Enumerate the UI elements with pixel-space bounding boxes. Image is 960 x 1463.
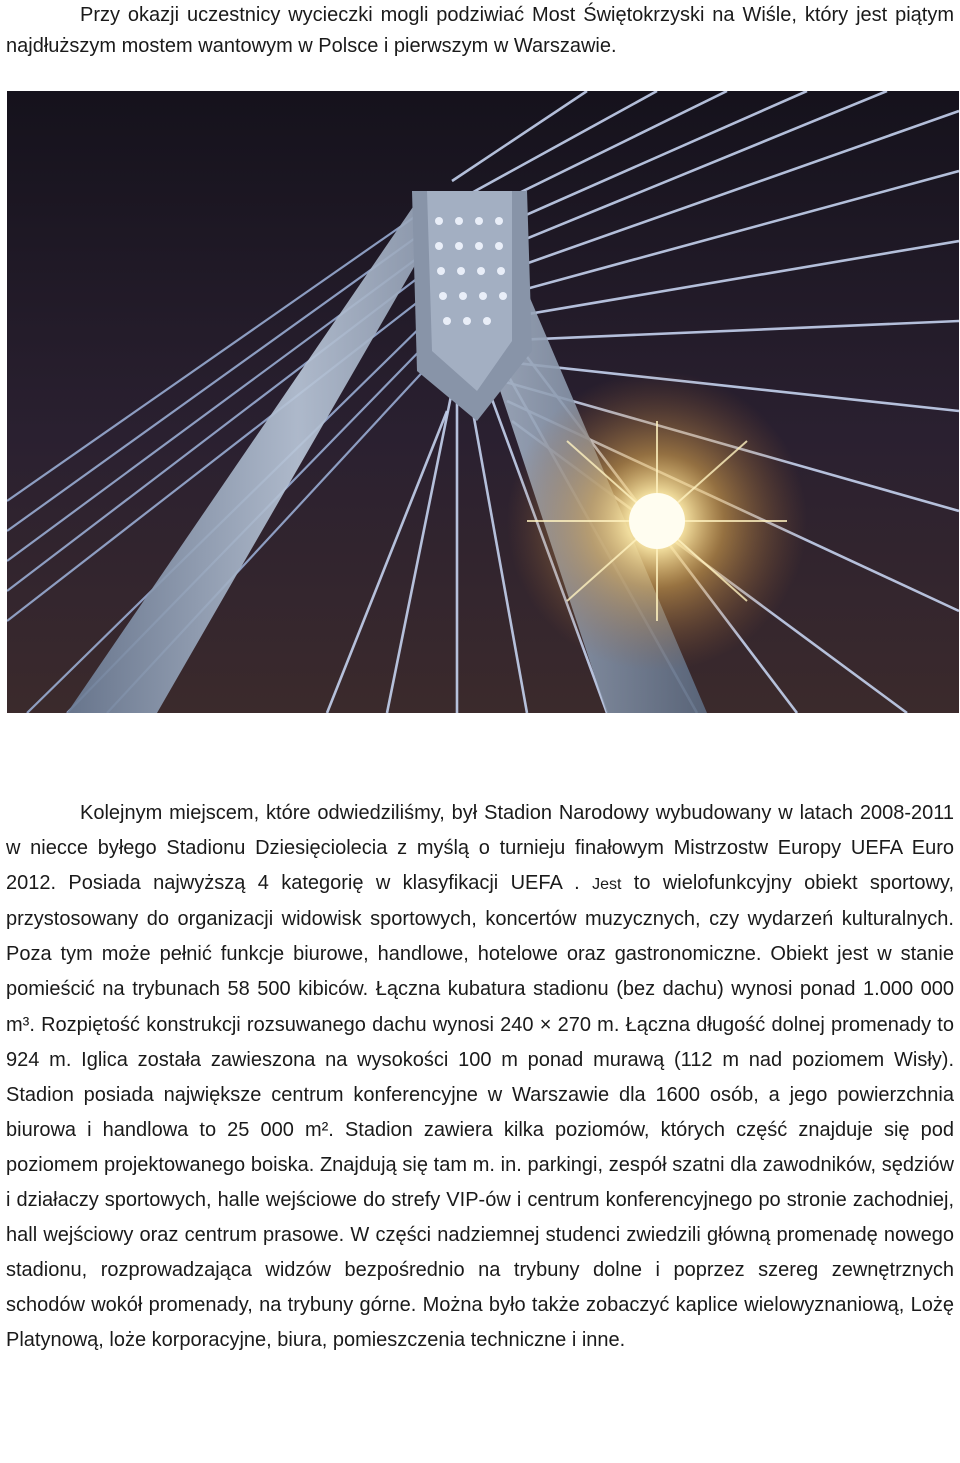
bridge-pylon-night-photo — [7, 91, 959, 713]
intro-paragraph — [6, 0, 954, 62]
intro-text: Przy okazji uczestnicy wycieczki mogli podziwiać Most Świętokrzyski na Wiśle, który jest piątym najdłuższym mostem wantowym w Polsce i pierwszym w Warszawie. — [6, 4, 954, 57]
stadium-paragraph — [6, 796, 954, 1359]
stadium-text-small: Jest — [592, 876, 622, 894]
stadium-text-body: to wielofunkcyjny obiekt sportowy, przystosowany do organizacji widowisk sportowych, koncertów muzycznych, czy wydarzeń kulturalnych. Poza tym może pełnić funkcje biurowe, handlowe, hotelowe oraz gastronomiczne. Obiekt jest w stanie pomieścić na trybunach 58 500 kibiców. Łączna kubatura stadionu (bez dachu) wynosi ponad 1.000 000 m³. Rozpiętość konstrukcji rozsuwanego dachu wynosi 240 × 270 m. Łączna długość dolnej promenady to 924 m. Iglica została zawieszona na wysokości 100 m ponad murawą (112 m nad poziomem Wisły). Stadion posiada największe centrum konferencyjne w Warszawie dla 1600 osób, a jego powierzchnia biurowa i handlowa to 25 000 m². Stadion zawiera kilka poziomów, których część znajduje się pod poziomem projektowanego boiska. Znajdują się tam m. in. parkingi, zespół szatni dla zawodników, sędziów i działaczy sportowych, halle wejściowe do strefy VIP-ów i centrum konferencyjnego po stronie zachodniej, hall wejściowy oraz centrum prasowe. W części nadziemnej studenci zwiedzili główną promenadę nowego stadionu, rozprowadzająca widzów bezpośrednio na trybuny dolne i poprzez szereg zewnętrznych schodów wokół promenady, na trybuny górne. Można było także zobaczyć kaplice wielowyznaniową, Lożę Platynową, loże korporacyjne, biura, pomieszczenia techniczne i inne. — [6, 872, 954, 1352]
stadium-text-intro: Kolejnym miejscem, które odwiedziliśmy, był Stadion Narodowy wybudowany w latach 2008-2011 w niecce byłego Stadionu Dziesięciolecia z myślą o turnieju finałowym Mistrzostw Europy UEFA Euro 2012. Posiada najwyższą 4 kategorię w klasyfikacji UEFA . — [6, 802, 954, 895]
